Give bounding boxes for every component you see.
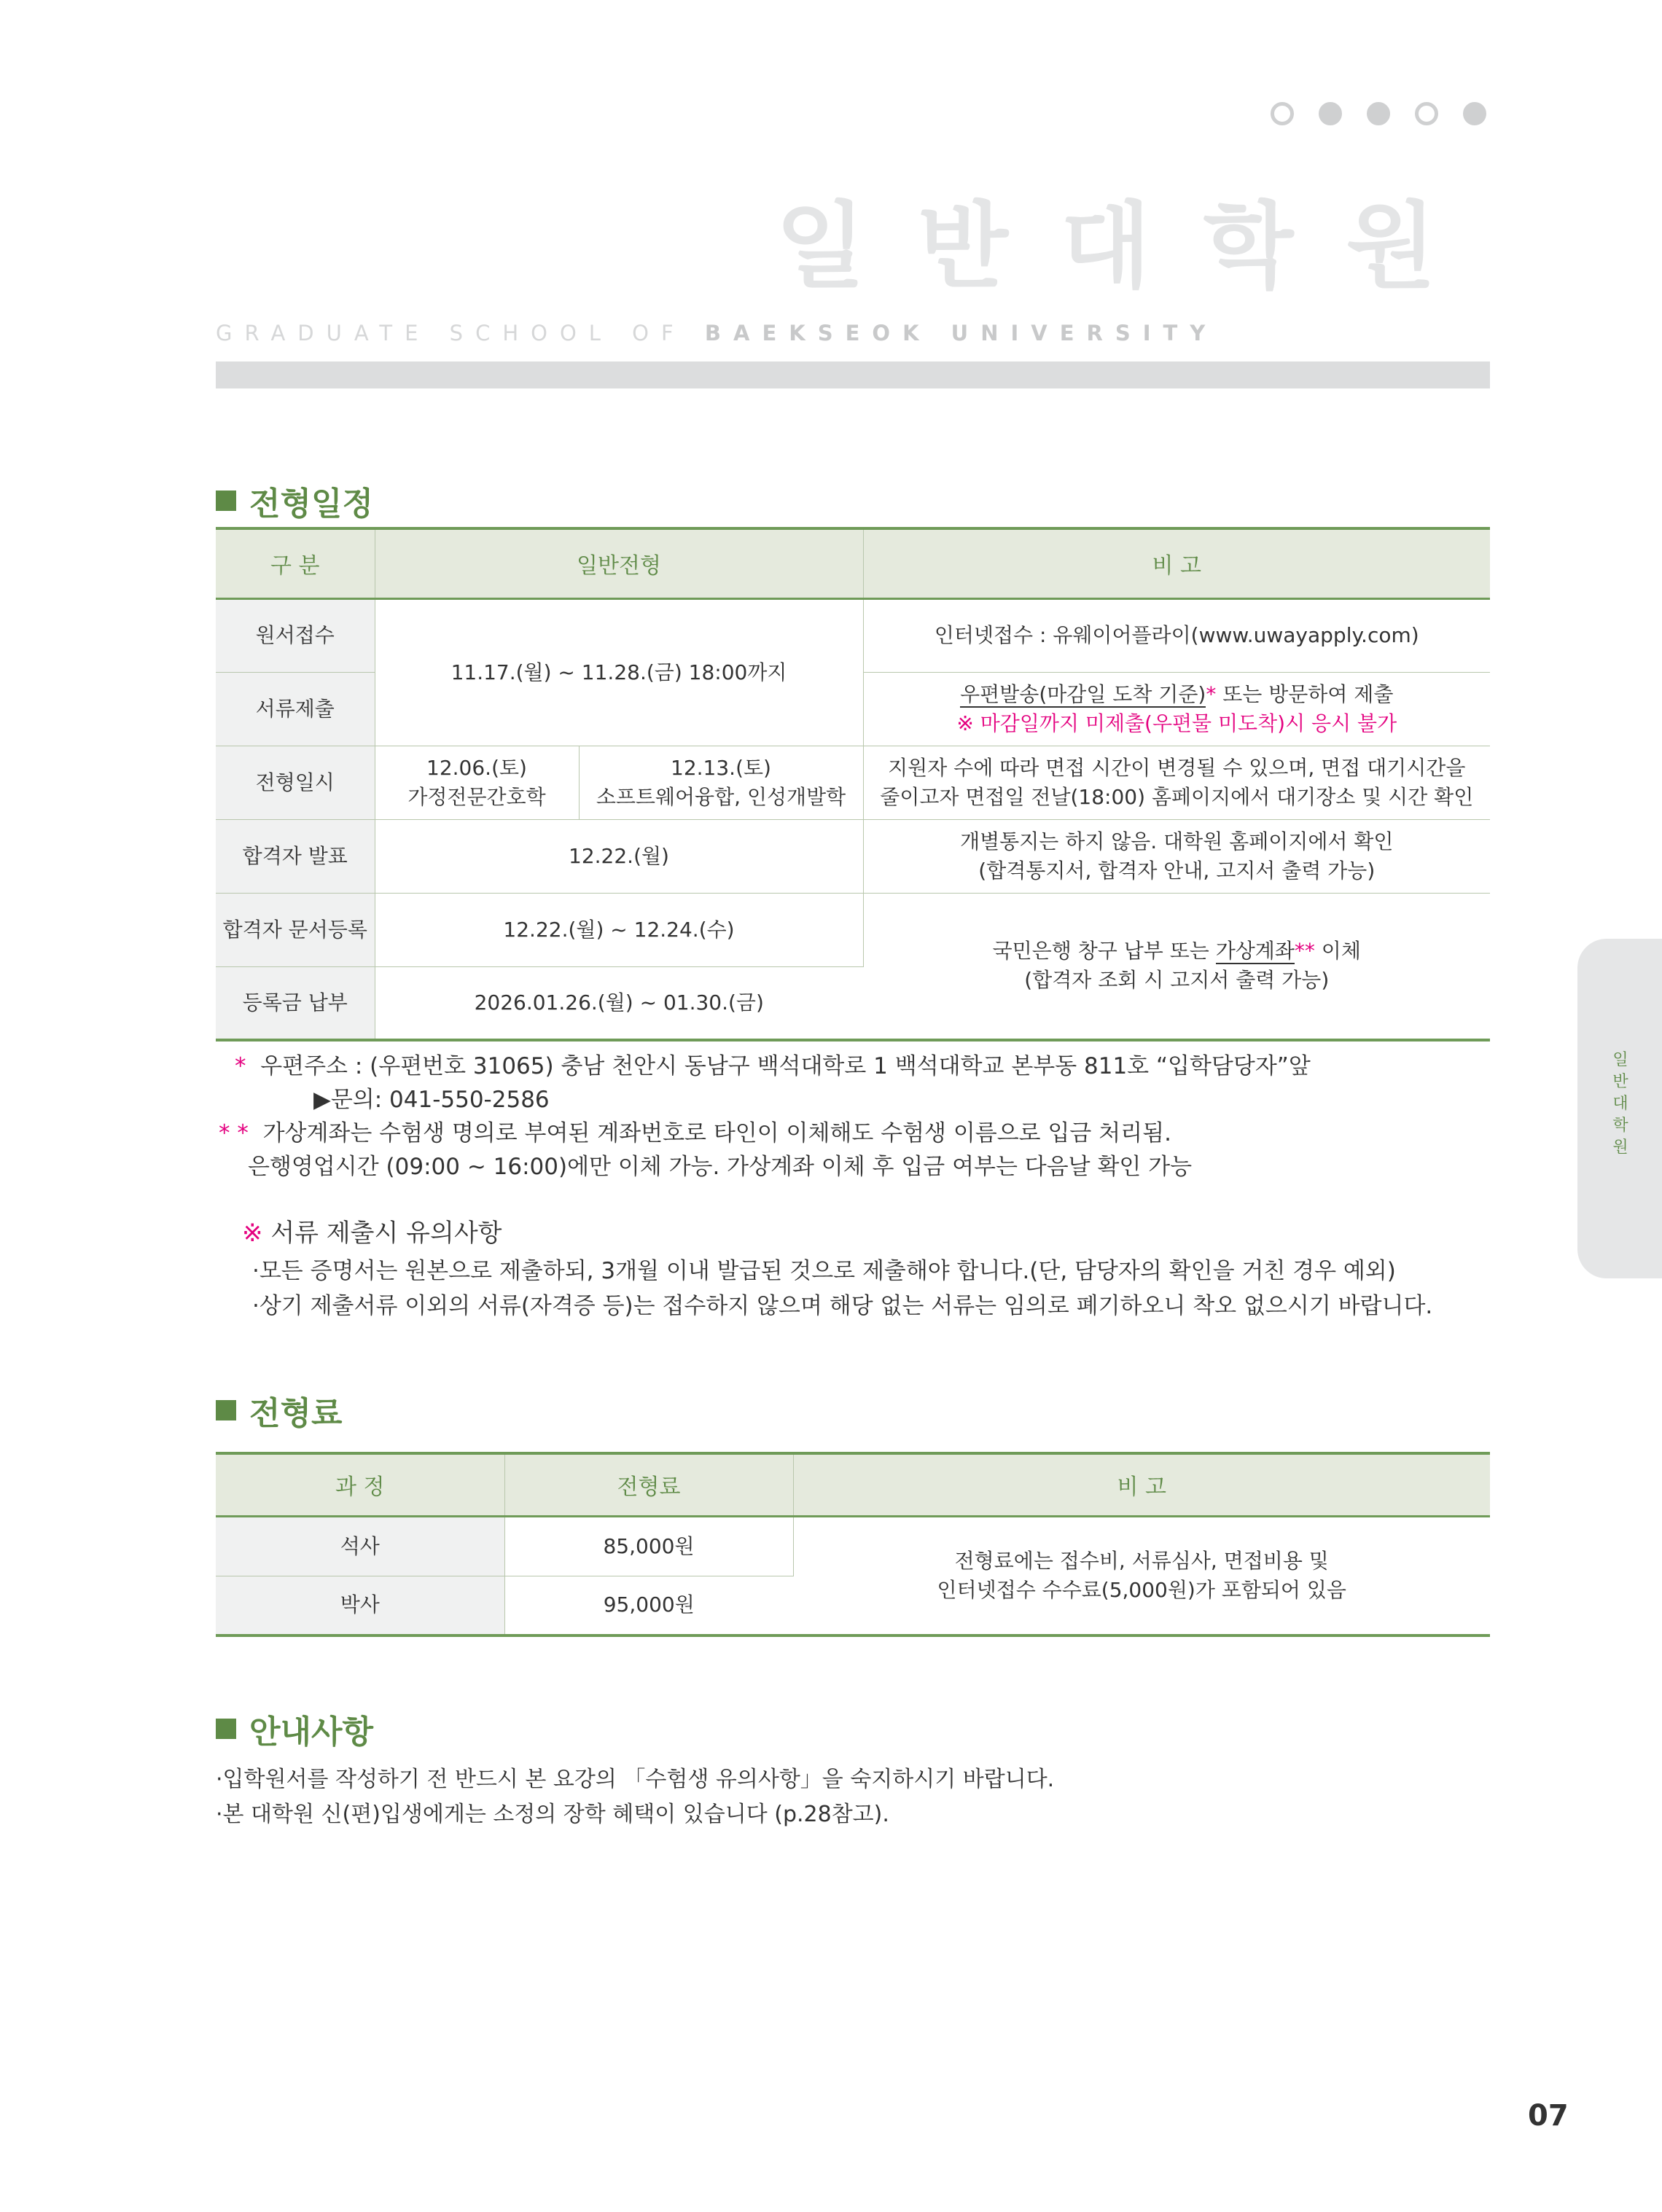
col-header-fee-remarks: 비 고	[793, 1453, 1490, 1516]
schedule-heading	[216, 477, 373, 524]
payment-note-head: 국민은행 창구 납부 또는	[992, 939, 1216, 964]
guide-heading	[216, 1705, 373, 1752]
exam-day-2	[579, 746, 863, 819]
documents-note-underlined: 우편발송(마감일 도착 기준)	[960, 681, 1206, 706]
row-label-exam: 전형일시	[216, 746, 375, 819]
col-header-fee: 전형료	[504, 1453, 793, 1516]
square-bullet-icon	[216, 1719, 236, 1739]
table-row	[216, 598, 1490, 672]
application-period: 11.17.(월) ~ 11.28.(금) 18:00까지	[375, 598, 863, 746]
side-tab-char: 대	[1612, 1095, 1628, 1113]
list-item: ·모든 증명서는 원본으로 제출하되, 3개월 이내 발급된 것으로 제출해야 합니다.(단, 담당자의 확인을 거친 경우 예외)	[252, 1258, 1396, 1284]
course-doctorate: 박사	[216, 1576, 504, 1635]
exam-day2-majors: 소프트웨어융합, 인성개발학	[596, 784, 846, 809]
square-bullet-icon	[216, 491, 236, 511]
side-tab-char: 일	[1612, 1051, 1628, 1069]
guide-heading-text: 안내사항	[249, 1713, 374, 1751]
footnote-contact: ▶문의: 041-550-2586	[313, 1087, 550, 1113]
row-label-documents: 서류제출	[216, 672, 375, 746]
table-row	[216, 819, 1490, 893]
footnote-address-text: 우편주소 : (우편번호 31065) 충남 천안시 동남구 백석대학로 1 백석대학교 본부동 811호 “입학담당자”앞	[260, 1053, 1311, 1079]
side-tab-char: 학	[1612, 1117, 1628, 1135]
list-item: ·입학원서를 작성하기 전 반드시 본 요강의 「수험생 유의사항」을 숙지하시기 바랍니다.	[216, 1767, 1055, 1792]
payment-note-line-2: (합격자 조회 시 고지서 출력 가능)	[1024, 968, 1330, 993]
exam-note-line-2: 줄이고자 면접일 전날(18:00) 홈페이지에서 대기장소 및 시간 확인	[880, 784, 1474, 809]
caution-title-text: 서류 제출시 유의사항	[270, 1219, 502, 1248]
exam-day2-date: 12.13.(토)	[671, 755, 771, 780]
list-item: ·본 대학원 신(편)입생에게는 소정의 장학 혜택이 있습니다 (p.28참고).	[216, 1802, 889, 1827]
caution-list	[252, 1254, 1432, 1324]
header-divider-bar	[216, 361, 1490, 388]
fee-masters: 85,000원	[504, 1516, 793, 1576]
documents-warning: ※ 마감일까지 미제출(우편물 미도착)시 응시 불가	[956, 711, 1397, 735]
payment-note-tail: 이체	[1314, 939, 1361, 964]
exam-note-line-1: 지원자 수에 따라 면접 시간이 변경될 수 있으며, 면접 대기시간을	[888, 755, 1466, 780]
caution-title	[242, 1213, 502, 1248]
indicator-dot-5	[1463, 102, 1486, 125]
col-header-remarks: 비 고	[863, 528, 1490, 598]
square-bullet-icon	[216, 1400, 236, 1420]
announce-date: 12.22.(월)	[375, 819, 863, 893]
tuition-date: 2026.01.26.(월) ~ 01.30.(금)	[375, 966, 863, 1040]
reference-mark-icon: ※	[242, 1219, 263, 1248]
schedule-heading-text: 전형일정	[249, 485, 374, 523]
announce-note	[863, 819, 1490, 893]
payment-note	[863, 893, 1490, 1040]
fee-note-line-1: 전형료에는 접수비, 서류심사, 면접비용 및	[954, 1548, 1329, 1573]
fee-note	[793, 1516, 1490, 1635]
side-tab-char: 원	[1612, 1138, 1628, 1157]
exam-day1-majors: 가정전문간호학	[407, 784, 546, 809]
footnote-star: *	[235, 1053, 246, 1079]
col-header-course: 과 정	[216, 1453, 504, 1516]
table-row	[216, 746, 1490, 819]
fee-heading-text: 전형료	[249, 1395, 343, 1432]
side-tab-label	[1607, 1050, 1634, 1159]
footnote-virtual-account	[219, 1117, 1311, 1150]
footnote-vaccount-line-2: 은행영업시간 (09:00 ~ 16:00)에만 이체 가능. 가상계좌 이체 후 입금 여부는 다음날 확인 가능	[248, 1154, 1193, 1180]
exam-day-1	[375, 746, 579, 819]
row-label-register: 합격자 문서등록	[216, 893, 375, 966]
exam-note	[863, 746, 1490, 819]
register-date: 12.22.(월) ~ 12.24.(수)	[375, 893, 863, 966]
row-label-tuition: 등록금 납부	[216, 966, 375, 1040]
footnote-double-star-mark: **	[1294, 939, 1315, 964]
page-number: 07	[1528, 2099, 1569, 2133]
exam-day1-date: 12.06.(토)	[426, 755, 527, 780]
row-label-announce: 합격자 발표	[216, 819, 375, 893]
course-masters: 석사	[216, 1516, 504, 1576]
indicator-dot-2	[1319, 102, 1342, 125]
fee-doctorate: 95,000원	[504, 1576, 793, 1635]
schedule-footnotes	[219, 1050, 1311, 1184]
announce-note-line-1: 개별통지는 하지 않음. 대학원 홈페이지에서 확인	[960, 829, 1394, 853]
chapter-subtitle	[216, 321, 1217, 345]
fee-note-line-2: 인터넷접수 수수료(5,000원)가 포함되어 있음	[937, 1577, 1346, 1602]
subtitle-light: GRADUATE SCHOOL OF	[216, 321, 686, 345]
indicator-dot-3	[1367, 102, 1390, 125]
payment-note-underlined: 가상계좌	[1215, 939, 1295, 964]
documents-note-tail: 또는 방문하여 제출	[1216, 681, 1394, 706]
announce-note-line-2: (합격통지서, 합격자 안내, 고지서 출력 가능)	[978, 858, 1376, 883]
documents-note	[863, 672, 1490, 746]
fee-header-row	[216, 1453, 1490, 1516]
chapter-title: 일반대학원	[775, 192, 1489, 301]
fee-heading	[216, 1387, 343, 1434]
side-tab-char: 반	[1612, 1073, 1628, 1091]
subtitle-bold: BAEKSEOK UNIVERSITY	[704, 321, 1218, 345]
schedule-table	[216, 527, 1490, 1041]
footnote-address	[219, 1050, 1311, 1083]
footnote-double-star: * *	[219, 1120, 249, 1146]
table-row	[216, 893, 1490, 966]
footnote-star-mark: *	[1206, 681, 1217, 706]
col-header-category: 구 분	[216, 528, 375, 598]
row-label-application: 원서접수	[216, 598, 375, 672]
guide-list	[216, 1762, 1054, 1832]
page-indicator-dots	[1271, 102, 1486, 125]
indicator-dot-1	[1271, 102, 1294, 125]
footnote-vaccount-line-1: 가상계좌는 수험생 명의로 부여된 계좌번호로 타인이 이체해도 수험생 이름으로 입금 처리됨.	[262, 1120, 1171, 1146]
list-item: ·상기 제출서류 이외의 서류(자격증 등)는 접수하지 않으며 해당 없는 서류는 임의로 폐기하오니 착오 없으시기 바랍니다.	[252, 1293, 1433, 1319]
schedule-header-row	[216, 528, 1490, 598]
indicator-dot-4	[1415, 102, 1438, 125]
col-header-general: 일반전형	[375, 528, 863, 598]
application-note: 인터넷접수 : 유웨이어플라이(www.uwayapply.com)	[863, 598, 1490, 672]
fee-table	[216, 1452, 1490, 1637]
table-row	[216, 1516, 1490, 1576]
